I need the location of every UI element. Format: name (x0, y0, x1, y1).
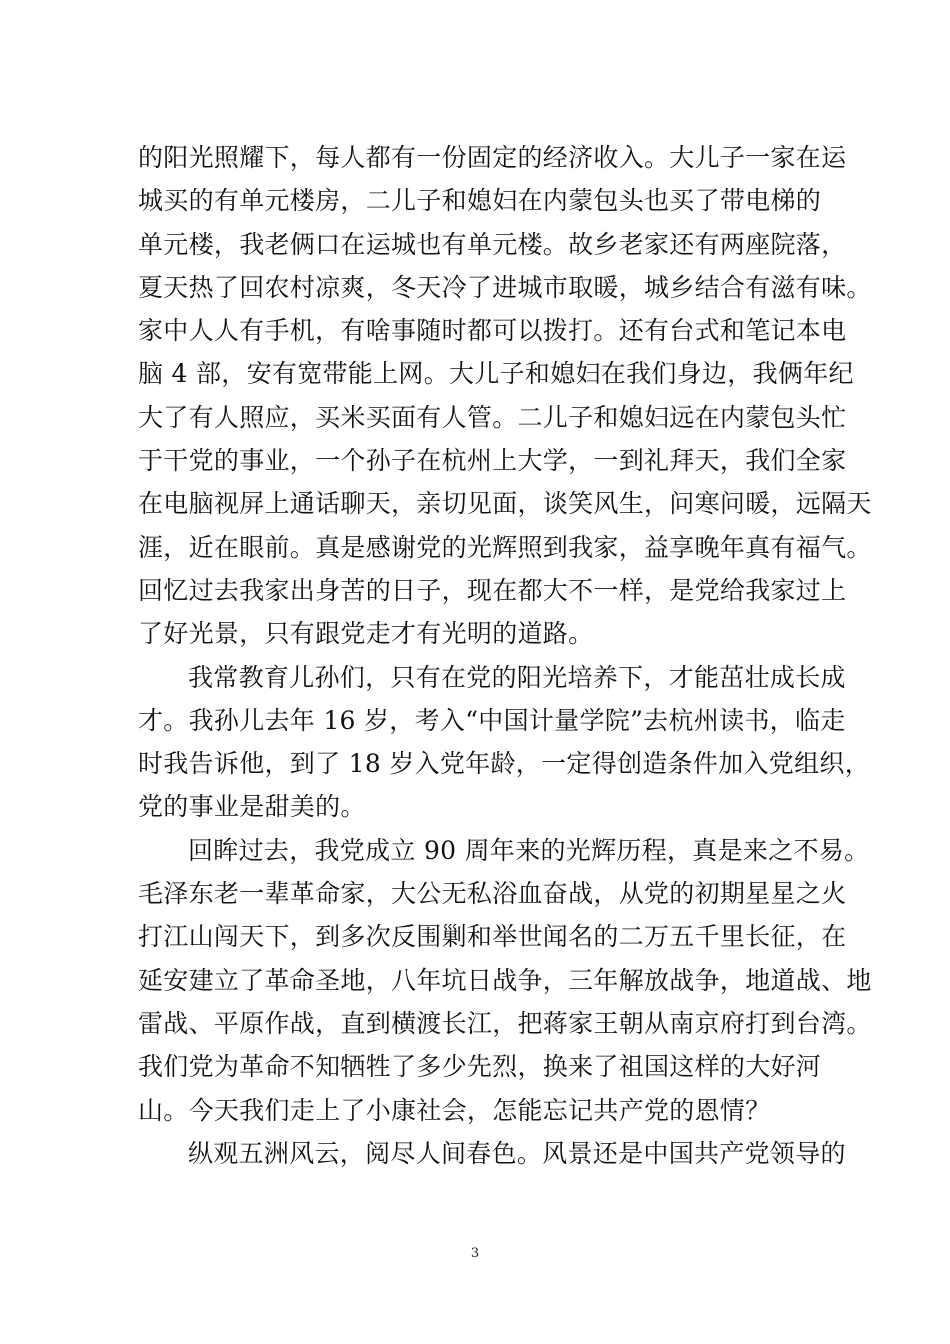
page-number: 3 (470, 1246, 480, 1261)
text-line: 夏天热了回农村凉爽，冬天冷了进城市取暖，城乡结合有滋有味。 (138, 272, 872, 302)
text-line: 脑 4 部，安有宽带能上网。大儿子和媳妇在我们身边，我俩年纪 (138, 359, 854, 389)
paragraph-start-line: 纵观五洲风云，阅尽人间春色。风景还是中国共产党领导的 (188, 1138, 846, 1168)
text-line: 才。我孙儿去年 16 岁，考入“中国计量学院”去杭州读书，临走 (138, 705, 846, 735)
body-text (138, 136, 872, 1175)
text-line: 的阳光照耀下，每人都有一份固定的经济收入。大儿子一家在运 (138, 143, 847, 172)
text-line: 山。今天我们走上了小康社会，怎能忘记共产党的恩情？ (138, 1095, 771, 1125)
text-line: 于干党的事业，一个孙子在杭州上大学，一到礼拜天，我们全家 (138, 446, 847, 476)
text-line: 毛泽东老一辈革命家，大公无私浴血奋战，从党的初期星星之火 (138, 879, 847, 909)
text-line: 雷战、平原作战，直到横渡长江，把蒋家王朝从南京府打到台湾。 (138, 1008, 872, 1038)
text-line: 党的事业是甜美的。 (138, 792, 366, 822)
paragraph-start-line: 回眸过去，我党成立 90 周年来的光辉历程，真是来之不易。 (188, 835, 870, 865)
paragraph-start-line: 我常教育儿孙们，只有在党的阳光培养下，才能茁壮成长成 (188, 662, 846, 692)
text-line: 时我告诉他，到了 18 岁入党年龄，一定得创造条件加入党组织， (138, 749, 871, 779)
text-line: 大了有人照应，买米买面有人管。二儿子和媳妇远在内蒙包头忙 (138, 402, 847, 432)
text-line: 涯，近在眼前。真是感谢党的光辉照到我家，益享晚年真有福气。 (138, 532, 872, 562)
text-line: 单元楼，我老俩口在运城也有单元楼。故乡老家还有两座院落， (138, 229, 847, 259)
text-line: 回忆过去我家出身苦的日子，现在都大不一样，是党给我家过上 (138, 575, 847, 605)
text-line: 了好光景，只有跟党走才有光明的道路。 (138, 619, 594, 649)
text-line: 家中人人有手机，有啥事随时都可以拨打。还有台式和笔记本电 (138, 316, 847, 346)
text-line: 城买的有单元楼房，二儿子和媳妇在内蒙包头也买了带电梯的 (138, 186, 822, 216)
text-line: 打江山闯天下，到多次反围剿和举世闻名的二万五千里长征，在 (138, 922, 847, 952)
text-line: 我们党为革命不知牺牲了多少先烈，换来了祖国这样的大好河 (138, 1052, 822, 1082)
text-line: 在电脑视屏上通话聊天，亲切见面，谈笑风生，问寒问暖，远隔天 (138, 489, 872, 519)
text-line: 延安建立了革命圣地，八年坑日战争，三年解放战争，地道战、地 (138, 965, 872, 995)
